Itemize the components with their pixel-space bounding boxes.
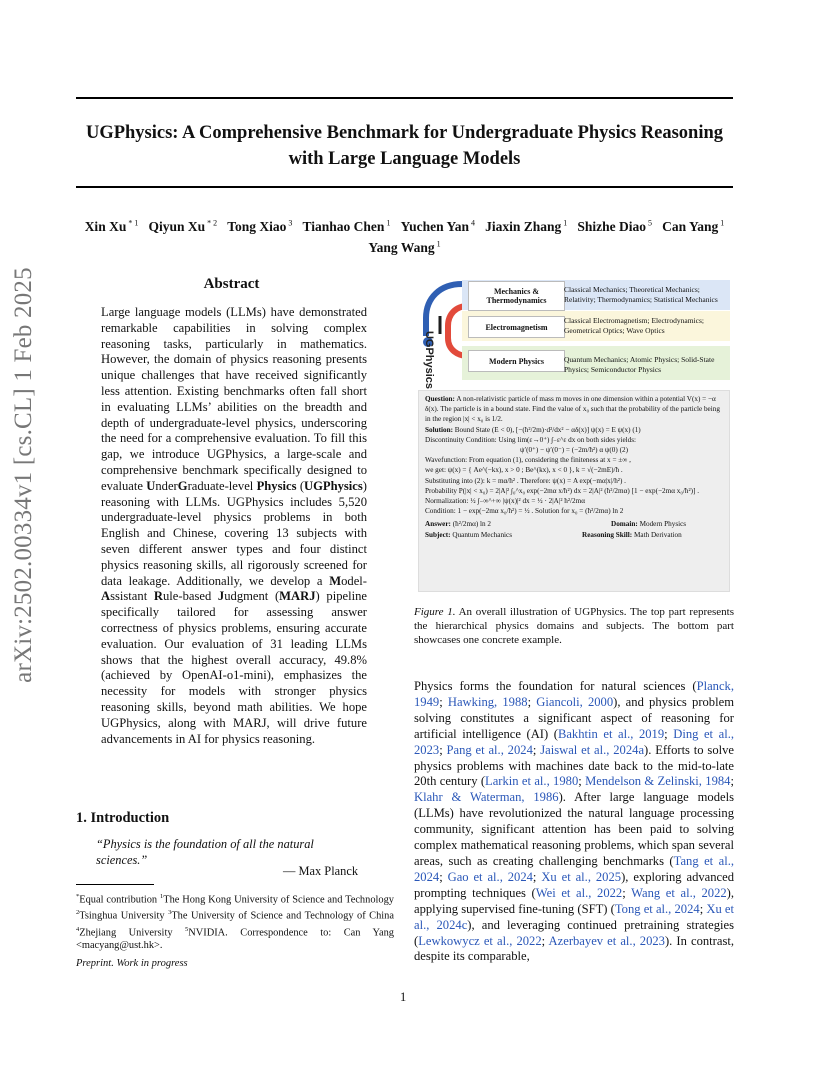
figure-caption: [414, 605, 734, 647]
footnote-rule: [76, 884, 154, 885]
title-rule-bottom: [76, 186, 733, 188]
affiliations-footnote: *Equal contribution $^1$The Hong Kong University of Science and Technology $^2$Tsinghua University $^3$The University of Science and Technology of China $^4$Zhejiang University $^5$NVIDIA. Correspondence to: Can Yang <macyang@ust.hk>.: [76, 893, 394, 952]
author-name: Yuchen Yan $^4$: [400, 218, 475, 234]
epigraph-author: — Max Planck: [283, 864, 359, 878]
example-question: Question: A non-relativistic particle of mass m moves in one dimension within a potential V(x) = −α δ(x). The particle is in a bound state. Find the value of x₀ such that the probability of the particle being in the region |x| < x₀ is 1/2.: [425, 395, 720, 424]
author-name: Qiyun Xu $^{* 2}$: [148, 218, 218, 234]
author-affiliation-mark: 5: [646, 218, 653, 227]
page-number: 1: [400, 990, 407, 1004]
solution-step: Substituting into (2): k = mα/ħ² . Therefore: ψ(x) = A exp(−mα|x|/ħ²) .: [425, 476, 626, 485]
paper-title-line1: UGPhysics: A Comprehensive Benchmark for Undergraduate Physics Reasoning: [85, 123, 724, 143]
example-problem-box: [418, 390, 730, 592]
author-affiliation-mark: 4: [468, 218, 475, 227]
solution-step: Normalization: ½ ∫₋∞^+∞ |ψ(x)|² dx = ½ · 2|A|² ħ²/2mα: [425, 497, 585, 506]
domain-subjects: Classical Electromagnetism; Electrodynamics; Geometrical Optics; Wave Optics: [564, 316, 704, 335]
example-subject-skill: Subject: Quantum Mechanics Reasoning Skill: Math Derivation: [425, 530, 682, 539]
paper-title: [76, 120, 733, 172]
author-affiliation-mark: 1: [384, 218, 391, 227]
preprint-note: Preprint. Work in progress: [76, 958, 188, 969]
author-affiliation-mark: 1: [561, 218, 568, 227]
domain-label: Electromagnetism: [468, 316, 565, 338]
author-name: Jiaxin Zhang $^1$: [485, 218, 568, 234]
author-affiliation-mark: 3: [286, 218, 293, 227]
solution-step: Discontinuity Condition: Using lim(ε→0⁺) ∫₋ε^ε dx on both sides yields:: [425, 435, 637, 444]
arxiv-identifier: arXiv:2502.00334v1 [cs.CL] 1 Feb 2025: [10, 267, 37, 683]
abstract-heading: Abstract: [203, 276, 260, 292]
logo-wordmark: [404, 330, 454, 390]
domain-label: Mechanics & Thermodynamics: [468, 281, 565, 311]
domain-subjects: Quantum Mechanics; Atomic Physics; Solid-State Physics; Semiconductor Physics: [564, 355, 715, 374]
solution-step: ψ′(0⁺) − ψ′(0⁻) = (−2m/ħ²) α ψ(0) (2): [520, 446, 628, 455]
author-line-2: [76, 236, 733, 258]
author-affiliation-mark: * 2: [205, 218, 218, 227]
epigraph-quote: “Physics is the foundation of all the natural sciences.”: [96, 837, 314, 867]
author-affiliation-mark: 1: [718, 218, 725, 227]
domain-subjects: Classical Mechanics; Theoretical Mechanics; Relativity; Thermodynamics; Statistical Mechanics: [564, 285, 718, 304]
title-rule-top: [76, 97, 733, 99]
introduction-paragraph: Physics forms the foundation for natural sciences (Planck, 1949; Hawking, 1988; Giancoli, 2000), and physics problem solving constitutes a significant aspect of reasoning for artificial intelligence (AI) (Bakhtin et al., 2019; Ding et al., 2023; Pang et al., 2024; Jaiswal et al., 2024a). Efforts to solve physics problems with machines date back to the mid-to-late 20th century (Larkin et al., 1980; Mendelson & Zelinski, 1984; Klahr & Waterman, 1986). After large language models (LLMs) have revolutionized the natural language processing community, significant attention has been paid to solving complex mathematical reasoning problems, which span several areas, such as creating challenging benchmarks (Tang et al., 2024; Gao et al., 2024; Xu et al., 2025), exploring advanced prompting techniques (Wei et al., 2022; Wang et al., 2022), applying supervised fine-tuning (SFT) (Tong et al., 2024; Xu et al., 2024c), and leveraging continued pretraining strategies (Lewkowycz et al., 2022; Azerbayev et al., 2023). In contrast, despite its comparable,: [414, 679, 735, 964]
arxiv-stamp: [4, 267, 44, 683]
author-line-1: [76, 214, 733, 236]
solution-step: Probability P(|x| < x₀) = 2|A|² ∫₀^x₀ exp(−2mα x/ħ²) dx = 2|A|² (ħ²/2mα) [1 − exp(−2mα x₀/ħ²)] .: [425, 486, 700, 495]
abstract-text: Large language models (LLMs) have demonstrated remarkable capabilities in solving complex reasoning tasks, particularly in mathematics. However, the domain of physics reasoning presents unique challenges that have received significantly less attention. Existing benchmarks often fall short in evaluating LLMs’ abilities on the breadth and depth of undergraduate-level physics, underscoring the need for a comprehensive evaluation. To fill this gap, we introduce UGPhysics, a large-scale and comprehensive benchmark specifically designed to evaluate UnderGraduate-level Physics (UGPhysics) reasoning with LLMs. UGPhysics includes 5,520 undergraduate-level physics problems in both English and Chinese, covering 13 subjects with seven different answer types and four distinct physics reasoning skills, all rigorously screened for data leakage. Additionally, we develop a Model-Assistant Rule-based Judgment (MARJ) pipeline specifically tailored for assessing answer correctness of physics problems, ensuring accurate evaluation. Our evaluation of 31 leading LLMs shows that the highest overall accuracy, 49.8% (achieved by OpenAI-o1-mini), emphasizes the necessity for models with stronger physics reasoning skills, beyond math abilities. We hope UGPhysics, along with MARJ, will drive future advancements in AI for physics reasoning.: [101, 305, 367, 746]
caption-label: Figure 1.: [414, 606, 456, 618]
solution-step: Wavefunction: From equation (1), considering the finiteness at x = ±∞ ,: [425, 456, 631, 465]
author-name: Can Yang $^1$: [662, 218, 725, 234]
domain-label: Modern Physics: [468, 350, 565, 372]
solution-step: Solution: Bound State (E < 0), [−(ħ²/2m)·d²/dx² − αδ(x)] ψ(x) = E ψ(x) (1): [425, 425, 641, 434]
author-affiliation-mark: 1: [434, 239, 441, 249]
author-affiliation-mark: * 1: [126, 218, 139, 227]
solution-step: we get: ψ(x) = { Ae^(−kx), x > 0 ; Be^(kx), x < 0 }, k = √(−2mE)/ħ .: [425, 466, 623, 475]
paper-title-line2: with Large Language Models: [288, 149, 521, 169]
author-name: Shizhe Diao $^5$: [577, 218, 653, 234]
example-answer-domain: Answer: (ħ²/2mα) ln 2 Domain: Modern Physics: [425, 520, 687, 529]
author-name: Tong Xiao $^3$: [227, 218, 293, 234]
author-name: Xin Xu $^{* 1}$: [84, 218, 139, 234]
author-list: [76, 214, 733, 257]
section-heading-introduction: 1. Introduction: [76, 810, 170, 826]
logo-wordmark-text: UGPhysics: [423, 330, 435, 390]
caption-text: An overall illustration of UGPhysics. The top part represents the hierarchical physics domains and subjects. The bottom part showcases one concrete example.: [414, 606, 734, 646]
solution-step: Condition: 1 − exp(−2mα x₀/ħ²) = ½ . Solution for x₀ = (ħ²/2mα) ln 2: [425, 507, 624, 516]
author-name: Yang Wang $^1$: [368, 239, 441, 255]
author-name: Tianhao Chen $^1$: [302, 218, 391, 234]
